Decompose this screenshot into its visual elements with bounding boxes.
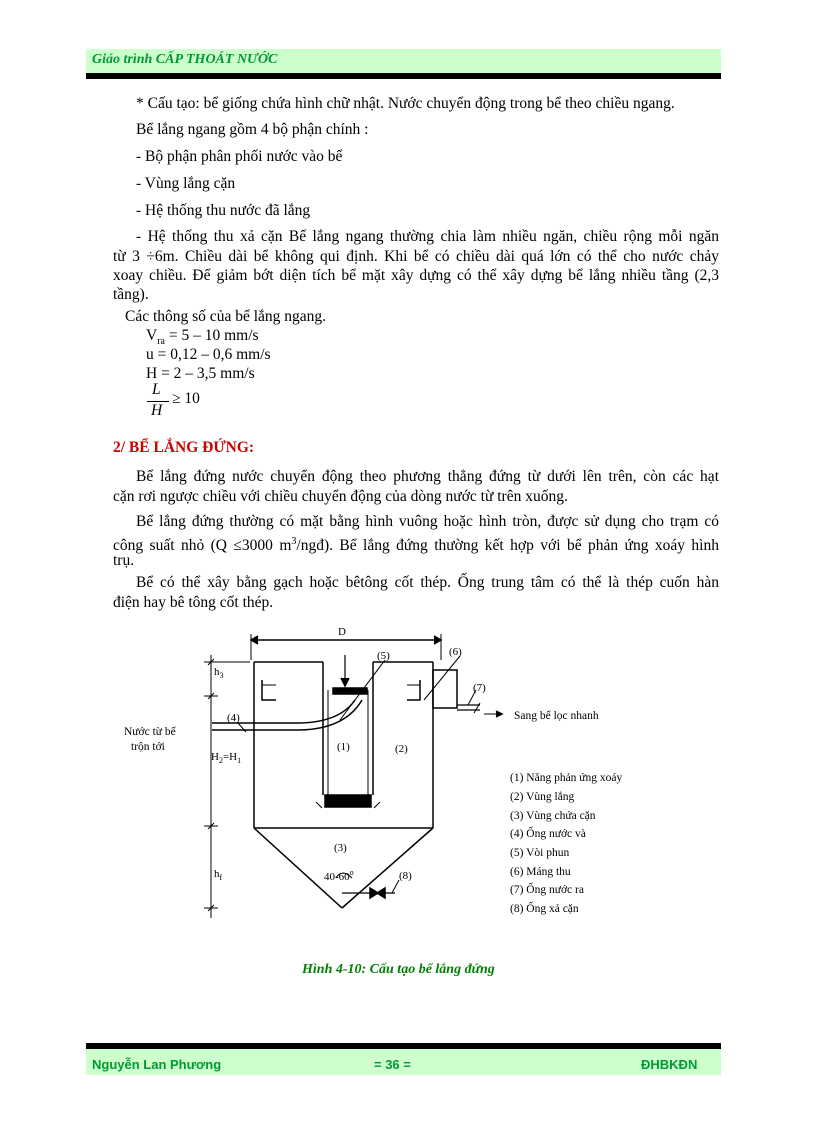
legend-item: (6) Máng thu: [510, 866, 571, 878]
legend-item: (4) Ống nước và: [510, 828, 586, 840]
param-ratio: L H ≥ 10: [146, 381, 216, 421]
list-item-distribution: - Bộ phận phân phối nước vào bể: [136, 148, 343, 165]
legend-item: (7) Ống nước ra: [510, 884, 584, 896]
param-velocity: $V_{ra} = 5 - 10$ mm/s: [146, 327, 259, 348]
param-u: u = 0,12 – 0,6 mm/s: [146, 346, 271, 363]
label-1: (1): [337, 741, 350, 753]
dim-h1: $h_f$: [214, 868, 223, 882]
footer-author: Nguyễn Lan Phương: [92, 1057, 222, 1072]
list-item-settling-zone: - Vùng lắng cặn: [136, 175, 236, 192]
vertical-para2-line2: công suất nhỏ (Q ≤3000 $m^3/ngđ$). Bể lắng đứng thường kết hợp với bể phản ứng xoáy hình: [113, 536, 719, 555]
label-8: (8): [399, 870, 412, 882]
dim-h3: $h_3$: [214, 666, 224, 680]
label-3: (3): [334, 842, 347, 854]
param-h: H = 2 – 3,5 mm/s: [146, 365, 255, 382]
label-6: (6): [449, 646, 462, 658]
footer-page-number: = 36 =: [374, 1057, 411, 1072]
paragraph-sludge-line3: xoay chiều. Để giảm bớt diện tích bể mặt xây dựng có thể xây dựng bể lắng nhiều tầng (2,3: [113, 267, 719, 284]
vertical-para3-line1: Bể có thể xây bằng gạch hoặc bêtông cốt thép. Ống trung tâm có thể là thép cuốn hàn: [136, 574, 719, 591]
figure-caption: Hình 4-10: Cấu tạo bể lắng đứng: [302, 962, 495, 977]
vertical-para3-line2: điện hay bê tông cốt thép.: [113, 594, 274, 611]
dim-d: D: [338, 626, 346, 638]
legend-item: (5) Vòi phun: [510, 847, 570, 859]
vertical-para1-line2: cặn rơi ngược chiều với chiều chuyển động của dòng nước từ trên xuống.: [113, 488, 568, 505]
paragraph-sludge-line1: - Hệ thống thu xả cặn Bể lắng ngang thường chia làm nhiều ngăn, chiều rộng mỗi ngăn: [136, 228, 719, 245]
legend-item: (1) Năng phản ứng xoáy: [510, 772, 623, 784]
list-item-collection: - Hệ thống thu nước đã lắng: [136, 202, 311, 219]
vertical-para2-line1: Bể lắng đứng thường có mặt bằng hình vuông hoặc hình tròn, được sử dụng cho trạm có: [136, 513, 719, 530]
legend-item: (2) Vùng lắng: [510, 791, 575, 803]
paragraph-sludge-line2: từ 3 ÷6m. Chiều dài bể không qui định. Khi bể có chiều dài quá lớn có thể cho nước chảy: [113, 248, 719, 265]
section-heading: 2/ BỂ LẮNG ĐỨNG:: [113, 439, 255, 456]
label-7: (7): [473, 682, 486, 694]
vertical-para2-line3: trụ.: [113, 552, 135, 569]
vertical-para1-line1: Bể lắng đứng nước chuyển động theo phương thẳng đứng từ dưới lên trên, còn các hạt: [136, 468, 719, 485]
paragraph-structure: * Cấu tạo: bể giống chứa hình chữ nhật. Nước chuyển động trong bể theo chiều ngang.: [136, 95, 675, 112]
label-5: (5): [377, 650, 390, 662]
paragraph-sludge-line4: tầng).: [113, 286, 149, 303]
cone-angle: 40-60$^o$: [324, 868, 354, 883]
outlet-label: Sang bể lọc nhanh: [514, 710, 599, 722]
params-title: Các thông số của bể lắng ngang.: [125, 308, 327, 325]
label-4: (4): [227, 712, 240, 724]
footer-org: ĐHBKĐN: [641, 1057, 698, 1072]
header-title: Giáo trình CẤP THOÁT NƯỚC: [92, 52, 278, 67]
legend-item: (3) Vùng chứa cặn: [510, 810, 596, 822]
label-2: (2): [395, 743, 408, 755]
paragraph-parts-intro: Bể lắng ngang gồm 4 bộ phận chính :: [136, 121, 369, 138]
inlet-label-line2: trộn tới: [131, 741, 165, 753]
inlet-label-line1: Nước từ bể: [124, 726, 176, 738]
legend: [510, 772, 623, 915]
legend-item: (8) Ống xả cặn: [510, 903, 579, 915]
dim-h2: $H_2=H_1$: [211, 751, 242, 765]
